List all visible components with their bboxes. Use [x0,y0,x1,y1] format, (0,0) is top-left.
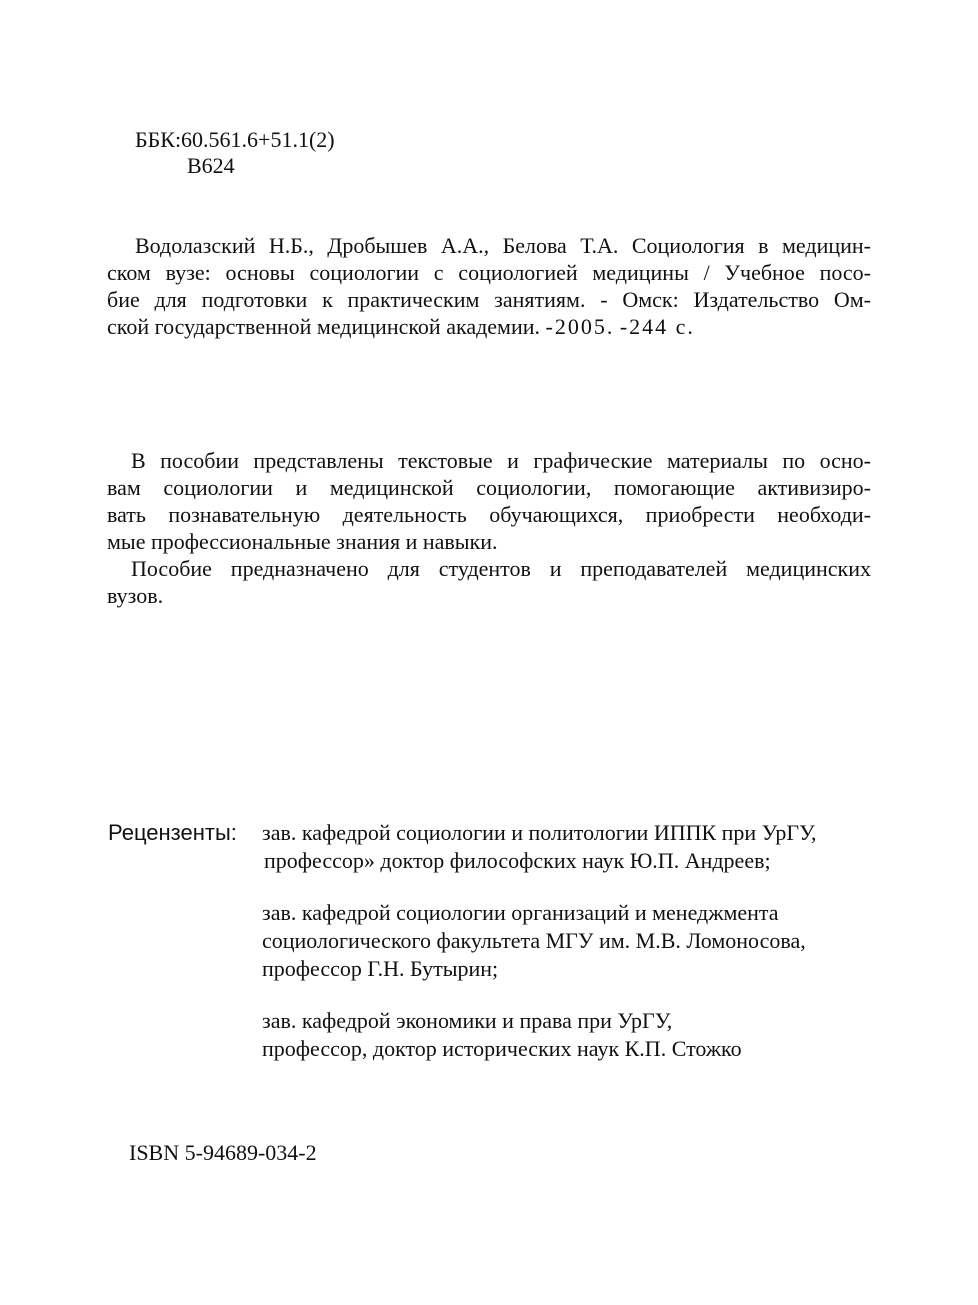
isbn: ISBN 5-94689-034-2 [129,1140,317,1165]
abstract-line: вам социологии и медицинской социологии, помогающие активизиро- [107,475,871,500]
abstract-line: вать познавательную деятельность обучающихся, приобрести необходи- [107,502,871,527]
abstract-line: В пособии представлены текстовые и графические материалы по осно- [131,448,871,473]
abstract-line: вузов. [107,583,164,608]
reviewer-line: зав. кафедрой экономики и права при УрГУ, [262,1008,673,1033]
reviewers-label: Рецензенты: [108,820,237,845]
reviewer-line: профессор, доктор исторических наук К.П. Стожко [262,1036,742,1061]
reviewer-line: профессор» доктор философских наук Ю.П. Андреев; [264,848,771,873]
abstract-line: Пособие предназначено для студентов и преподавателей медицинских [131,556,871,581]
citation-line: Водолазский Н.Б., Дробышев А.А., Белова Т.А. Социология в медицин- [135,233,871,258]
bbk-code: ББК:60.561.6+51.1(2) [135,127,335,152]
abstract-line: мые профессиональные знания и навыки. [107,529,498,554]
author-mark: В624 [187,153,235,178]
reviewer-line: социологического факультета МГУ им. М.В. Ломоносова, [262,928,806,953]
citation-line [107,316,695,338]
citation-line: ском вузе: основы социологии с социологией медицины / Учебное посо- [107,260,871,285]
reviewer-line: профессор Г.Н. Бутырин; [262,956,499,981]
citation-pages: -244 с. [619,314,695,339]
reviewer-line: зав. кафедрой социологии организаций и менеджмента [262,900,779,925]
citation-year: -2005. [545,314,615,339]
citation-line: бие для подготовки к практическим занятиям. - Омск: Издательство Ом- [107,287,871,312]
citation-publisher: ской государственной медицинской академии. [107,314,541,339]
reviewer-line: зав. кафедрой социологии и политологии ИППК при УрГУ, [262,820,817,845]
